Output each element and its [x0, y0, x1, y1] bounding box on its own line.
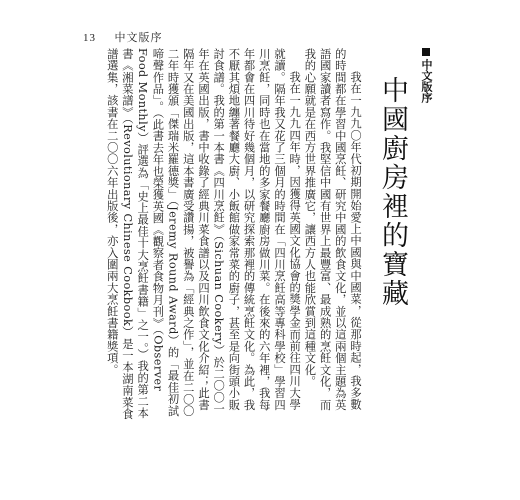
running-title: 中文版序	[114, 31, 163, 44]
paragraph: 我在一九九四年時，因獲得英國文化協會的獎學金而前往四川大學就讀。隔年我又花了三個月的時間在「四川烹飪高等專科學校」學習四川烹飪，同時也在當地的多家餐廳廚房做川菜。在後來的六年裡，我每年都會在四川待好幾個月，以研究探索那裡的傳統烹飪文化。為此，我不厭其煩地纏著餐廳大廚、小飯館做家常菜的廚子，甚至是向街頭小販討食譜。我的第一本書《四川烹飪》（Sichuan Cookery）於二〇〇一年在英國出版，書中收錄了經典川菜食譜以及四川飲食文化介紹；此書隔年又在美國出版，這本書廣受讚揚，被譽為「經典之作」，並在二〇〇二年時獲頒「傑瑞米羅德獎」（Jeremy Round Award）的「最佳初試啼聲作品」。（此書去年也榮獲英國《觀察者食物月刊》（Observer Food Monthly）評選為「史上最佳十大烹飪書籍」之一。）我的第二本書《湘菜譜》（Revolutionary Chinese Cookbook）是一本湖南菜食譜選集，該書在二〇〇六年出版後，亦入圍兩大烹飪書籍獎項。	[105, 48, 302, 420]
page-content	[105, 48, 434, 420]
page-number: 13	[83, 32, 96, 44]
section-label-text: 中文版序	[420, 59, 433, 103]
body-text	[105, 48, 363, 420]
section-label	[418, 48, 434, 103]
paragraph: 我在一九九〇年代初期開始愛上中國與中國菜，從那時起，我多數的時間都在學習中國烹飪、研究中國的飲食文化，並以這兩個主題為英語國家讀者寫作。我堅信中國有世界上最豐富、最成熟的烹飪文化，而我的心願就是在西方世界推廣它，讓西方人也能欣賞到這種文化。	[303, 48, 362, 411]
chapter-title: 中國廚房裡的寶藏	[377, 76, 408, 308]
title-block	[373, 48, 434, 420]
square-bullet-icon	[422, 48, 430, 56]
running-header	[83, 29, 163, 45]
